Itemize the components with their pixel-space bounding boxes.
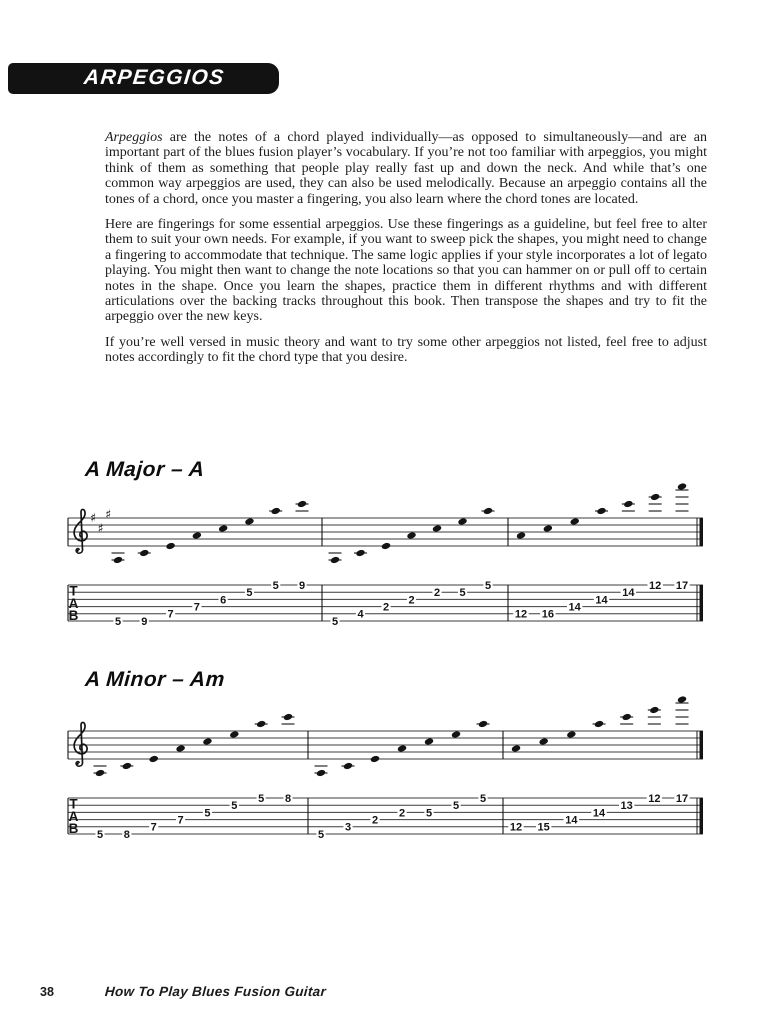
notehead bbox=[539, 737, 549, 745]
fret-number: 13 bbox=[620, 800, 633, 813]
notehead bbox=[566, 730, 576, 738]
notehead bbox=[122, 762, 132, 770]
notehead bbox=[649, 706, 659, 714]
fret-number: 2 bbox=[398, 807, 406, 820]
notehead bbox=[192, 531, 202, 539]
tab-clef-letter: T bbox=[69, 583, 78, 599]
notehead bbox=[343, 762, 353, 770]
notehead bbox=[594, 720, 604, 728]
fret-number: 5 bbox=[484, 579, 492, 592]
treble-clef-icon bbox=[74, 509, 87, 550]
notehead bbox=[432, 524, 442, 532]
notehead bbox=[202, 737, 212, 745]
notehead bbox=[424, 737, 434, 745]
measure bbox=[112, 500, 309, 628]
fret-number: 5 bbox=[331, 615, 339, 628]
intro-text bbox=[105, 130, 707, 376]
fret-number: 7 bbox=[167, 608, 174, 621]
fret-number: 17 bbox=[675, 579, 689, 592]
fret-number: 17 bbox=[675, 792, 689, 805]
notehead bbox=[622, 713, 632, 721]
fret-number: 5 bbox=[479, 792, 487, 805]
notehead bbox=[113, 556, 123, 564]
intro-paragraph-3: If you’re well versed in music theory and want to try some other arpeggios not listed, feel free to adjust notes accordingly to fit the chord type that you desire. bbox=[105, 334, 707, 366]
notehead bbox=[623, 500, 633, 508]
fret-number: 12 bbox=[649, 579, 662, 592]
fret-number: 16 bbox=[541, 608, 554, 621]
notehead bbox=[516, 531, 526, 539]
fret-number: 5 bbox=[96, 828, 104, 841]
fret-number: 5 bbox=[452, 800, 460, 813]
notehead bbox=[256, 720, 266, 728]
notehead bbox=[397, 744, 407, 752]
fret-number: 14 bbox=[622, 587, 635, 600]
fret-number: 12 bbox=[514, 608, 528, 621]
intro-paragraph-2: Here are fingerings for some essential arpeggios. Use these fingerings as a guideline, but feel free to alter them to suit your own needs. For example, if you want to sweep pick the shapes, you might need to change a fingering to accommodate that technique. The same logic applies if your style incorporates a lot of legato playing. You might then want to change the note locations so that you can hammer on or pull off to certain notes in the shape. Once you learn the shapes, practice them in different rhythms and with different articulations over the backing tracks throughout this book. Then transpose the shapes and try to fit the arpeggio over the new keys. bbox=[105, 217, 707, 325]
fret-number: 12 bbox=[648, 792, 661, 805]
notehead bbox=[175, 744, 185, 752]
notehead bbox=[95, 769, 105, 777]
key-signature bbox=[90, 507, 111, 536]
fret-number: 4 bbox=[357, 608, 364, 621]
notehead bbox=[355, 549, 365, 557]
fret-number: 5 bbox=[425, 807, 433, 820]
lead-word-italic: Arpeggios bbox=[105, 130, 163, 145]
tab-clef-letter: A bbox=[68, 595, 79, 611]
notehead bbox=[406, 531, 416, 539]
notehead bbox=[330, 556, 340, 564]
notehead bbox=[451, 730, 461, 738]
tab-clef-letter: T bbox=[69, 796, 78, 812]
notehead bbox=[483, 507, 493, 515]
fret-number: 5 bbox=[459, 587, 466, 600]
page-number: 38 bbox=[40, 985, 54, 999]
notehead bbox=[677, 695, 687, 703]
fret-number: 6 bbox=[220, 594, 227, 607]
fret-number: 9 bbox=[298, 579, 306, 592]
example-title-a-minor: A Minor – Am bbox=[84, 668, 226, 691]
fret-number: 5 bbox=[231, 800, 238, 813]
fret-number: 7 bbox=[177, 814, 184, 827]
fret-number: 2 bbox=[433, 587, 441, 600]
notehead bbox=[370, 755, 380, 763]
notehead bbox=[381, 542, 391, 550]
section-banner bbox=[8, 63, 279, 94]
notehead bbox=[457, 517, 467, 525]
notation-system-a-minor bbox=[60, 686, 720, 842]
sharp-icon: ♯ bbox=[104, 506, 112, 522]
notehead bbox=[596, 507, 606, 515]
notehead bbox=[271, 507, 281, 515]
tab-clef-letter: B bbox=[68, 608, 79, 623]
fret-number: 14 bbox=[592, 807, 606, 820]
sharp-icon: ♯ bbox=[89, 510, 97, 526]
notehead bbox=[570, 517, 580, 525]
fret-number: 2 bbox=[371, 814, 379, 827]
fret-number: 5 bbox=[258, 792, 265, 805]
fret-number: 14 bbox=[568, 601, 581, 614]
tab-clef-letter: A bbox=[68, 808, 79, 824]
measure bbox=[94, 713, 295, 841]
measure bbox=[513, 482, 689, 620]
fret-number: 14 bbox=[565, 814, 578, 827]
fret-number: 5 bbox=[204, 807, 211, 820]
fret-number: 8 bbox=[123, 828, 130, 841]
fret-number: 14 bbox=[595, 594, 608, 607]
notehead bbox=[650, 493, 660, 501]
section-banner-label: ARPEGGIOS bbox=[82, 66, 226, 89]
notehead bbox=[218, 524, 228, 532]
notehead bbox=[244, 517, 254, 525]
tab-clef-letter: B bbox=[68, 821, 79, 836]
notehead bbox=[543, 524, 553, 532]
fret-number: 5 bbox=[272, 579, 279, 592]
notehead bbox=[149, 755, 159, 763]
fret-number: 5 bbox=[114, 615, 122, 628]
fret-number: 5 bbox=[317, 828, 325, 841]
fret-number: 9 bbox=[141, 615, 148, 628]
notehead bbox=[165, 542, 175, 550]
notehead bbox=[229, 730, 239, 738]
fret-number: 7 bbox=[193, 601, 200, 614]
fret-number: 3 bbox=[344, 821, 352, 834]
fret-number: 5 bbox=[246, 587, 253, 600]
tab-staff bbox=[68, 797, 703, 836]
intro-paragraph-1: Arpeggios are the notes of a chord played individually—as opposed to simultaneously—and are an important part of the blues fusion player’s vocabulary. If you’re not too familiar with arpeggios, you might think of them as something that people play really fast up and down the neck. And while that’s one common way arpeggios are used, they can also be used melodically. Because an arpeggio contains all the tones of a chord, once you master a fingering, you also learn where the chord tones are located. bbox=[105, 130, 707, 207]
fret-number: 8 bbox=[284, 792, 292, 805]
fret-number: 2 bbox=[382, 601, 390, 614]
notation-system-a-major bbox=[60, 473, 720, 629]
notehead bbox=[297, 500, 307, 508]
treble-staff bbox=[68, 722, 703, 766]
notehead bbox=[677, 482, 687, 490]
notehead bbox=[316, 769, 326, 777]
fret-number: 12 bbox=[509, 821, 523, 834]
fret-number: 2 bbox=[408, 594, 415, 607]
treble-clef-icon bbox=[74, 722, 87, 763]
notehead bbox=[511, 744, 521, 752]
notehead bbox=[283, 713, 293, 721]
book-title: How To Play Blues Fusion Guitar bbox=[104, 984, 327, 999]
example-title-a-major: A Major – A bbox=[84, 458, 206, 481]
fret-number: 7 bbox=[150, 821, 157, 834]
sharp-icon: ♯ bbox=[97, 520, 104, 536]
fret-number: 15 bbox=[537, 821, 550, 834]
measure bbox=[508, 695, 689, 833]
notehead bbox=[139, 549, 149, 557]
notehead bbox=[478, 720, 488, 728]
